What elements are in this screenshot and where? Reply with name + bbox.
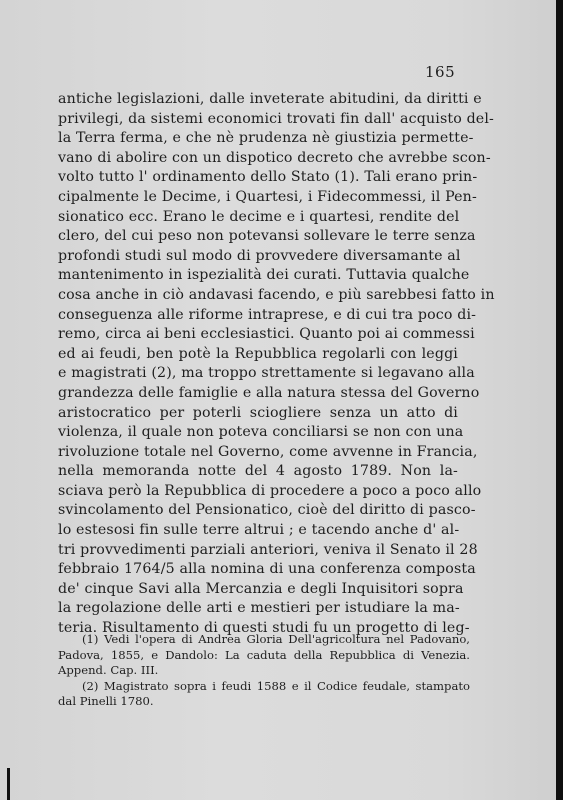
text-line: nella memoranda notte del 4 agosto 1789. Non la- <box>58 463 458 480</box>
scan-edge-shadow <box>556 0 563 800</box>
footnote-line: (1) Vedi l'opera di Andrea Gloria Dell'agricoltura nel Padovano, <box>82 632 470 646</box>
text-line: sciava però la Repubblica di procedere a poco a poco allo <box>58 482 482 499</box>
footnotes <box>58 632 470 710</box>
footnote-line: (2) Magistrato sopra i feudi 1588 e il Codice feudale, stampato <box>82 678 470 693</box>
text-line: conseguenza alle riforme intraprese, e di cui tra poco di- <box>58 306 477 323</box>
text-line: antiche legislazioni, dalle inveterate abitudini, da diritti e <box>58 91 482 107</box>
text-line: grandezza delle famiglie e alla natura stessa del Governo <box>58 384 480 401</box>
text-line: teria. Risultamento di questi studi fu un progetto di leg- <box>58 620 470 637</box>
text-line: rivoluzione totale nel Governo, come avvenne in Francia, <box>58 443 478 460</box>
text-line: cipalmente le Decime, i Quartesi, i Fidecommessi, il Pen- <box>58 188 477 205</box>
text-line: e magistrati (2), ma troppo strettamente si legavano alla <box>58 365 475 382</box>
text-line: tri provvedimenti parziali anteriori, veniva il Senato il 28 <box>58 541 478 558</box>
text-line: profondi studi sul modo di provvedere diversamante al <box>58 247 461 264</box>
text-line: violenza, il quale non poteva conciliarsi se non con una <box>58 424 464 441</box>
footnote-line: dal Pinelli 1780. <box>58 694 154 708</box>
text-line: sionatico ecc. Erano le decime e i quartesi, rendite del <box>58 208 460 225</box>
text-line: ed ai feudi, ben potè la Repubblica regolarli con leggi <box>58 345 458 362</box>
text-line: clero, del cui peso non potevansi sollevare le terre senza <box>58 228 476 245</box>
text-line: febbraio 1764/5 alla nomina di una conferenza composta <box>58 561 476 578</box>
page-number: 165 <box>425 63 456 81</box>
text-line: la Terra ferma, e che nè prudenza nè giustizia permette- <box>58 130 474 147</box>
scan-edge-mark <box>7 768 10 800</box>
text-line: lo estesosi fin sulle terre altrui ; e tacendo anche d' al- <box>58 522 460 539</box>
text-line: volto tutto l' ordinamento dello Stato (1). Tali erano prin- <box>58 169 478 186</box>
text-line: de' cinque Savi alla Mercanzia e degli Inquisitori sopra <box>58 580 464 597</box>
text-line: la regolazione delle arti e mestieri per istudiare la ma- <box>58 600 460 617</box>
text-line: remo, circa ai beni ecclesiastici. Quanto poi ai commessi <box>58 326 475 343</box>
footnote-line: Append. Cap. III. <box>58 663 159 677</box>
text-line: privilegi, da sistemi economici trovati fin dall' acquisto del- <box>58 110 494 127</box>
text-line: cosa anche in ciò andavasi facendo, e più sarebbesi fatto in <box>58 286 495 303</box>
text-line: mantenimento in ispezialità dei curati. Tuttavia qualche <box>58 267 470 284</box>
text-line: aristocratico per poterli sciogliere senza un atto di <box>58 404 458 421</box>
footnote-line: Padova, 1855, e Dandolo: La caduta della Repubblica di Venezia. <box>58 647 470 662</box>
text-line: vano di abolire con un dispotico decreto che avrebbe scon- <box>58 149 491 166</box>
text-line: svincolamento del Pensionatico, cioè del diritto di pasco- <box>58 502 476 519</box>
